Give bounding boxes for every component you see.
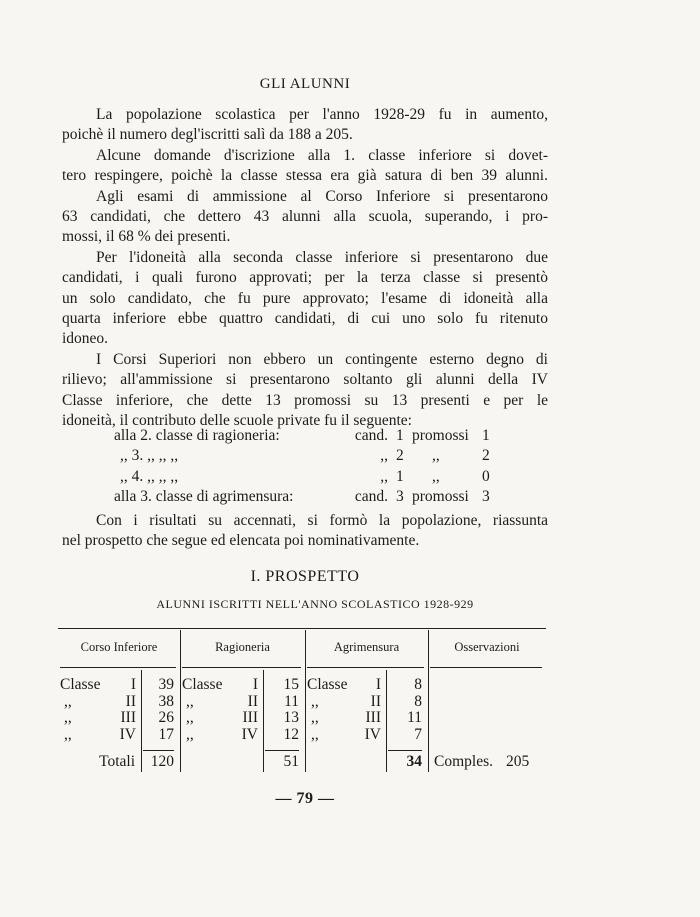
- column-header: Ragioneria: [215, 640, 270, 654]
- class-numeral: I: [130, 676, 136, 693]
- prom-value: 2: [482, 447, 490, 465]
- prom-value: 0: [482, 467, 490, 485]
- total-value: 51: [283, 753, 299, 770]
- column-header: Agrimensura: [333, 640, 400, 654]
- class-count: 7: [414, 726, 422, 743]
- class-numeral: I: [375, 676, 381, 693]
- class-count: 15: [283, 676, 299, 693]
- text-line: nel prospetto che segue ed elencata poi nominativamente.: [62, 532, 420, 550]
- prom-label: ,,: [432, 447, 440, 465]
- text-line: poichè il numero degl'iscritti salì da 188 a 205.: [62, 126, 353, 144]
- row-prefix: Classe: [60, 676, 101, 693]
- class-count: 26: [158, 709, 174, 726]
- prom-value: 3: [482, 488, 490, 506]
- row-label: ,, 3. ,, ,, ,,: [120, 447, 179, 465]
- class-count: 39: [158, 676, 174, 693]
- column-header: Osservazioni: [454, 640, 520, 654]
- header-rule: [182, 667, 301, 668]
- inner-divider: [386, 670, 387, 772]
- cand-label: ,,: [380, 447, 388, 465]
- row-prefix: ,,: [64, 709, 72, 726]
- row-prefix: ,,: [186, 693, 194, 710]
- text-line: 63 candidati, che dettero 43 alunni alla scuola, superando, i pro-: [62, 208, 548, 225]
- column-divider: [180, 630, 181, 772]
- total-value: 34: [406, 753, 422, 770]
- text-line: Agli esami di ammissione al Corso Inferiore si presentarono: [96, 187, 548, 205]
- class-numeral: I: [252, 676, 258, 693]
- text-line: Con i risultati su accennati, si formò la popolazione, riassunta: [96, 512, 548, 529]
- class-count: 38: [158, 693, 174, 710]
- prospetto-title: I. PROSPETTO: [250, 568, 360, 585]
- cand-label: ,,: [380, 467, 388, 485]
- row-prefix: ,,: [64, 693, 72, 710]
- row-label: alla 2. classe di ragioneria:: [114, 427, 280, 444]
- cand-value: 1: [396, 467, 404, 485]
- text-line: I Corsi Superiori non ebbero un contingente esterno degno di: [96, 350, 548, 368]
- text-line: tero respingere, poichè la classe stessa era già satura di ben 39 alunni.: [62, 167, 548, 185]
- header-rule: [307, 667, 424, 668]
- section-heading: GLI ALUNNI: [259, 76, 351, 92]
- class-numeral: IV: [119, 726, 136, 743]
- row-prefix: ,,: [311, 709, 319, 726]
- class-numeral: II: [247, 693, 258, 710]
- row-prefix: ,,: [311, 693, 319, 710]
- header-rule: [430, 667, 542, 668]
- class-numeral: III: [242, 709, 258, 726]
- text-line: La popolazione scolastica per l'anno 1928-29 fu in aumento,: [96, 106, 548, 123]
- column-divider: [428, 630, 429, 772]
- text-line: rilievo; all'ammissione si presentarono soltanto gli alunni della IV: [62, 371, 548, 389]
- class-count: 13: [283, 709, 299, 726]
- prom-label: promossi: [412, 427, 469, 444]
- text-line: Alcune domande d'iscrizione alla 1. classe inferiore si dovet-: [96, 146, 548, 164]
- class-numeral: IV: [241, 726, 258, 743]
- column-divider: [305, 630, 306, 772]
- text-line: idoneo.: [62, 330, 109, 348]
- class-count: 12: [283, 726, 299, 743]
- total-value: 120: [150, 753, 174, 770]
- row-prefix: ,,: [64, 726, 72, 743]
- class-numeral: III: [365, 709, 381, 726]
- text-line: candidati, i quali furono approvati; per la terza classe si presentò: [62, 269, 548, 287]
- header-rule: [60, 667, 176, 668]
- total-rule: [143, 750, 174, 751]
- text-line: quarta inferiore ebbe quattro candidati, di cui uno solo fu ritenuto: [62, 310, 548, 327]
- class-numeral: III: [120, 709, 136, 726]
- inner-divider: [141, 670, 142, 772]
- row-prefix: ,,: [311, 726, 319, 743]
- prospetto-subtitle: ALUNNI ISCRITTI NELL'ANNO SCOLASTICO 1928-929: [156, 597, 474, 611]
- row-prefix: ,,: [186, 726, 194, 743]
- total-rule: [388, 750, 422, 751]
- total-rule: [265, 750, 299, 751]
- class-count: 11: [407, 709, 422, 726]
- text-line: un solo candidato, che fu pure approvato; l'esame di idoneità alla: [62, 289, 548, 307]
- class-numeral: II: [125, 693, 136, 710]
- text-line: Per l'idoneità alla seconda classe inferiore si presentarono due: [96, 248, 548, 266]
- text-line: mossi, il 68 % dei presenti.: [62, 228, 231, 246]
- class-numeral: IV: [364, 726, 381, 743]
- cand-label: cand.: [354, 488, 388, 506]
- inner-divider: [263, 670, 264, 772]
- row-label: alla 3. classe di agrimensura:: [114, 488, 294, 506]
- prom-label: promossi: [412, 488, 469, 506]
- class-count: 8: [414, 693, 422, 710]
- text-line: Classe inferiore, che dette 13 promossi su 13 presenti e per le: [62, 391, 548, 409]
- cand-value: 3: [396, 488, 404, 506]
- class-count: 11: [284, 693, 299, 710]
- total-label: Totali: [99, 753, 135, 770]
- row-label: ,, 4. ,, ,, ,,: [120, 467, 179, 485]
- table-top-rule: [58, 628, 546, 629]
- row-prefix: Classe: [307, 676, 348, 693]
- observation-label: Comples.: [434, 753, 493, 770]
- page-number: — 79 —: [275, 790, 335, 807]
- column-header: Corso Inferiore: [80, 640, 158, 654]
- row-prefix: Classe: [182, 676, 223, 693]
- class-count: 8: [414, 676, 422, 693]
- class-count: 17: [158, 726, 174, 743]
- cand-value: 2: [396, 447, 404, 465]
- prom-label: ,,: [432, 467, 440, 485]
- text-line: idoneità, il contributo delle scuole private fu il seguente:: [62, 412, 412, 429]
- cand-value: 1: [396, 427, 404, 444]
- observation-value: 205: [506, 753, 530, 770]
- cand-label: cand.: [354, 427, 388, 444]
- row-prefix: ,,: [186, 709, 194, 726]
- prom-value: 1: [482, 427, 490, 444]
- class-numeral: II: [370, 693, 381, 710]
